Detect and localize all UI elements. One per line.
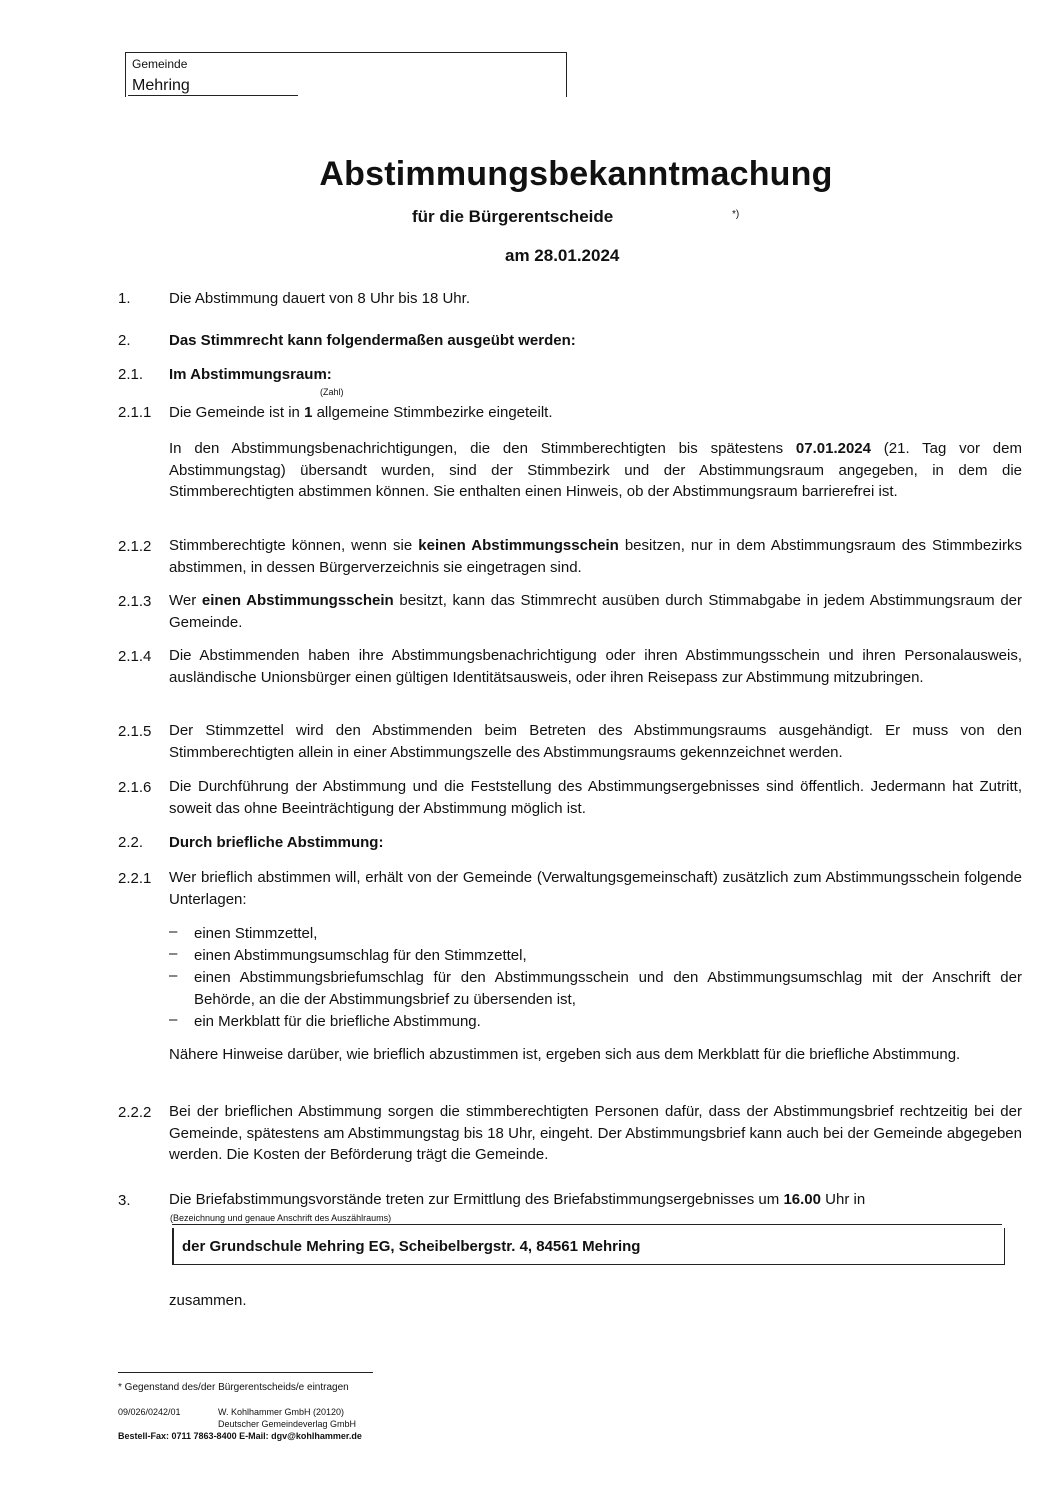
section-2-1-6-number: 2.1.6 xyxy=(118,779,152,796)
section-2-2-heading: Durch briefliche Abstimmung: xyxy=(169,834,384,851)
section-2-2-1-text: Wer brieflich abstimmen will, erhält von der Gemeinde (Verwaltungsgemeinschaft) zusätzlich zum Abstimmungsschein folgende Unterlagen: xyxy=(169,869,1022,908)
section-2-1-hint: (Zahl) xyxy=(320,387,344,397)
section-3-hint: (Bezeichnung und genaue Anschrift des Auszählraums) xyxy=(170,1213,392,1223)
publisher-line-2: Deutscher Gemeindeverlag GmbH xyxy=(218,1419,357,1429)
section-3-number: 3. xyxy=(118,1192,131,1209)
section-2-1-3-text: Wer einen Abstimmungsschein besitzt, kann das Stimmrecht ausüben durch Stimmabgabe in jedem Abstimmungsraum der Gemeinde. xyxy=(169,592,1023,631)
list-dash: – xyxy=(169,945,178,962)
section-2-1-1-text: Die Gemeinde ist in 1 allgemeine Stimmbezirke eingeteilt. xyxy=(169,404,553,421)
section-3-text: Die Briefabstimmungsvorstände treten zur Ermittlung des Briefabstimmungsergebnisses um 16.00 Uhr in xyxy=(169,1191,866,1208)
list-item: ein Merkblatt für die briefliche Abstimmung. xyxy=(194,1013,481,1030)
footnote-separator xyxy=(118,1372,373,1373)
list-dash: – xyxy=(169,923,178,940)
section-2-1-6-text: Die Durchführung der Abstimmung und die Feststellung des Abstimmungsergebnisses sind öffentlich. Jedermann hat Zutritt, soweit das ohne Beeinträchtigung der Abstimmung möglich ist. xyxy=(169,778,1022,817)
section-2-2-2-number: 2.2.2 xyxy=(118,1104,152,1121)
gemeinde-underline xyxy=(128,95,298,96)
vote-date: am 28.01.2024 xyxy=(505,246,620,265)
section-3-end: zusammen. xyxy=(169,1292,247,1309)
list-item: einen Abstimmungsbriefumschlag für den Abstimmungsschein und den Abstimmungsumschlag mit der Anschrift der Behörde, an die der Abstimmungsbrief zu übersenden ist, xyxy=(194,969,1022,1008)
section-2-1-heading: Im Abstimmungsraum: xyxy=(169,366,332,383)
publisher-line-1: W. Kohlhammer GmbH (20120) xyxy=(218,1407,345,1417)
section-2-2-number: 2.2. xyxy=(118,834,144,851)
section-2-1-1-paragraph: In den Abstimmungsbenachrichtigungen, die den Stimmberechtigten bis spätestens 07.01.2024 (21. Tag vor dem Abstimmungstag) übersandt wurden, sind der Stimmbezirk und der Abstimmungsraum angegeben, in dem die Stimmberechtigten abstimmen können. Sie enthalten einen Hinweis, ob der Abstimmungsraum barrierefrei ist. xyxy=(169,440,1022,500)
list-item: einen Abstimmungsumschlag für den Stimmzettel, xyxy=(194,947,527,964)
section-1-number: 1. xyxy=(118,290,131,307)
list-dash: – xyxy=(169,967,178,984)
gemeinde-label: Gemeinde xyxy=(132,57,188,71)
section-2-number: 2. xyxy=(118,332,131,349)
section-2-2-1-number: 2.2.1 xyxy=(118,870,152,887)
place-text: der Grundschule Mehring EG, Scheibelbergstr. 4, 84561 Mehring xyxy=(182,1238,641,1255)
section-2-1-4-text: Die Abstimmenden haben ihre Abstimmungsbenachrichtigung oder ihren Abstimmungsschein und ihren Personalausweis, ausländische Unionsbürger einen gültigen Identitätsausweis, oder ihren Reisepass zur Abstimmung mitzubringen. xyxy=(169,647,1022,686)
document-title: Abstimmungsbekanntmachung xyxy=(319,155,833,193)
gemeinde-name: Mehring xyxy=(132,77,190,94)
section-2-2-1-note: Nähere Hinweise darüber, wie brieflich abzustimmen ist, ergeben sich aus dem Merkblatt für die briefliche Abstimmung. xyxy=(169,1046,961,1063)
section-2-1-5-text: Der Stimmzettel wird den Abstimmenden beim Betreten des Abstimmungsraums ausgehändigt. Er muss von den Stimmberechtigten allein in einer Abstimmungszelle des Abstimmungsraums gekennzeichnet werden. xyxy=(169,722,1022,761)
section-2-1-5-number: 2.1.5 xyxy=(118,723,152,740)
section-2-1-2-text: Stimmberechtigte können, wenn sie keinen Abstimmungsschein besitzen, nur in dem Abstimmungsraum des Stimmbezirks abstimmen, in dessen Bürgerverzeichnis sie eingetragen sind. xyxy=(169,537,1023,576)
gemeinde-box xyxy=(125,52,567,97)
order-fax: Bestell-Fax: 0711 7863-8400 E-Mail: dgv@kohlhammer.de xyxy=(118,1431,362,1441)
list-item: einen Stimmzettel, xyxy=(194,925,318,942)
document-subtitle: für die Bürgerentscheide xyxy=(412,207,614,226)
section-2-heading: Das Stimmrecht kann folgendermaßen ausgeübt werden: xyxy=(169,332,576,349)
form-code: 09/026/0242/01 xyxy=(118,1407,181,1417)
footnote-text: * Gegenstand des/der Bürgerentscheids/e eintragen xyxy=(118,1382,349,1393)
place-topline xyxy=(172,1224,1002,1225)
section-2-1-3-number: 2.1.3 xyxy=(118,593,152,610)
section-2-1-number: 2.1. xyxy=(118,366,144,383)
section-2-1-1-number: 2.1.1 xyxy=(118,404,152,421)
section-2-2-2-text: Bei der brieflichen Abstimmung sorgen die stimmberechtigten Personen dafür, dass der Abstimmungsbrief rechtzeitig bei der Gemeinde, spätestens am Abstimmungstag bis 18 Uhr, eingeht. Der Abstimmungsbrief kann auch bei der Gemeinde abgegeben werden. Die Kosten der Beförderung trägt die Gemeinde. xyxy=(169,1103,1022,1163)
section-2-1-2-number: 2.1.2 xyxy=(118,538,152,555)
footnote-marker: *) xyxy=(732,209,740,220)
list-dash: – xyxy=(169,1011,178,1028)
section-1-text: Die Abstimmung dauert von 8 Uhr bis 18 Uhr. xyxy=(169,290,470,307)
section-2-1-4-number: 2.1.4 xyxy=(118,648,152,665)
